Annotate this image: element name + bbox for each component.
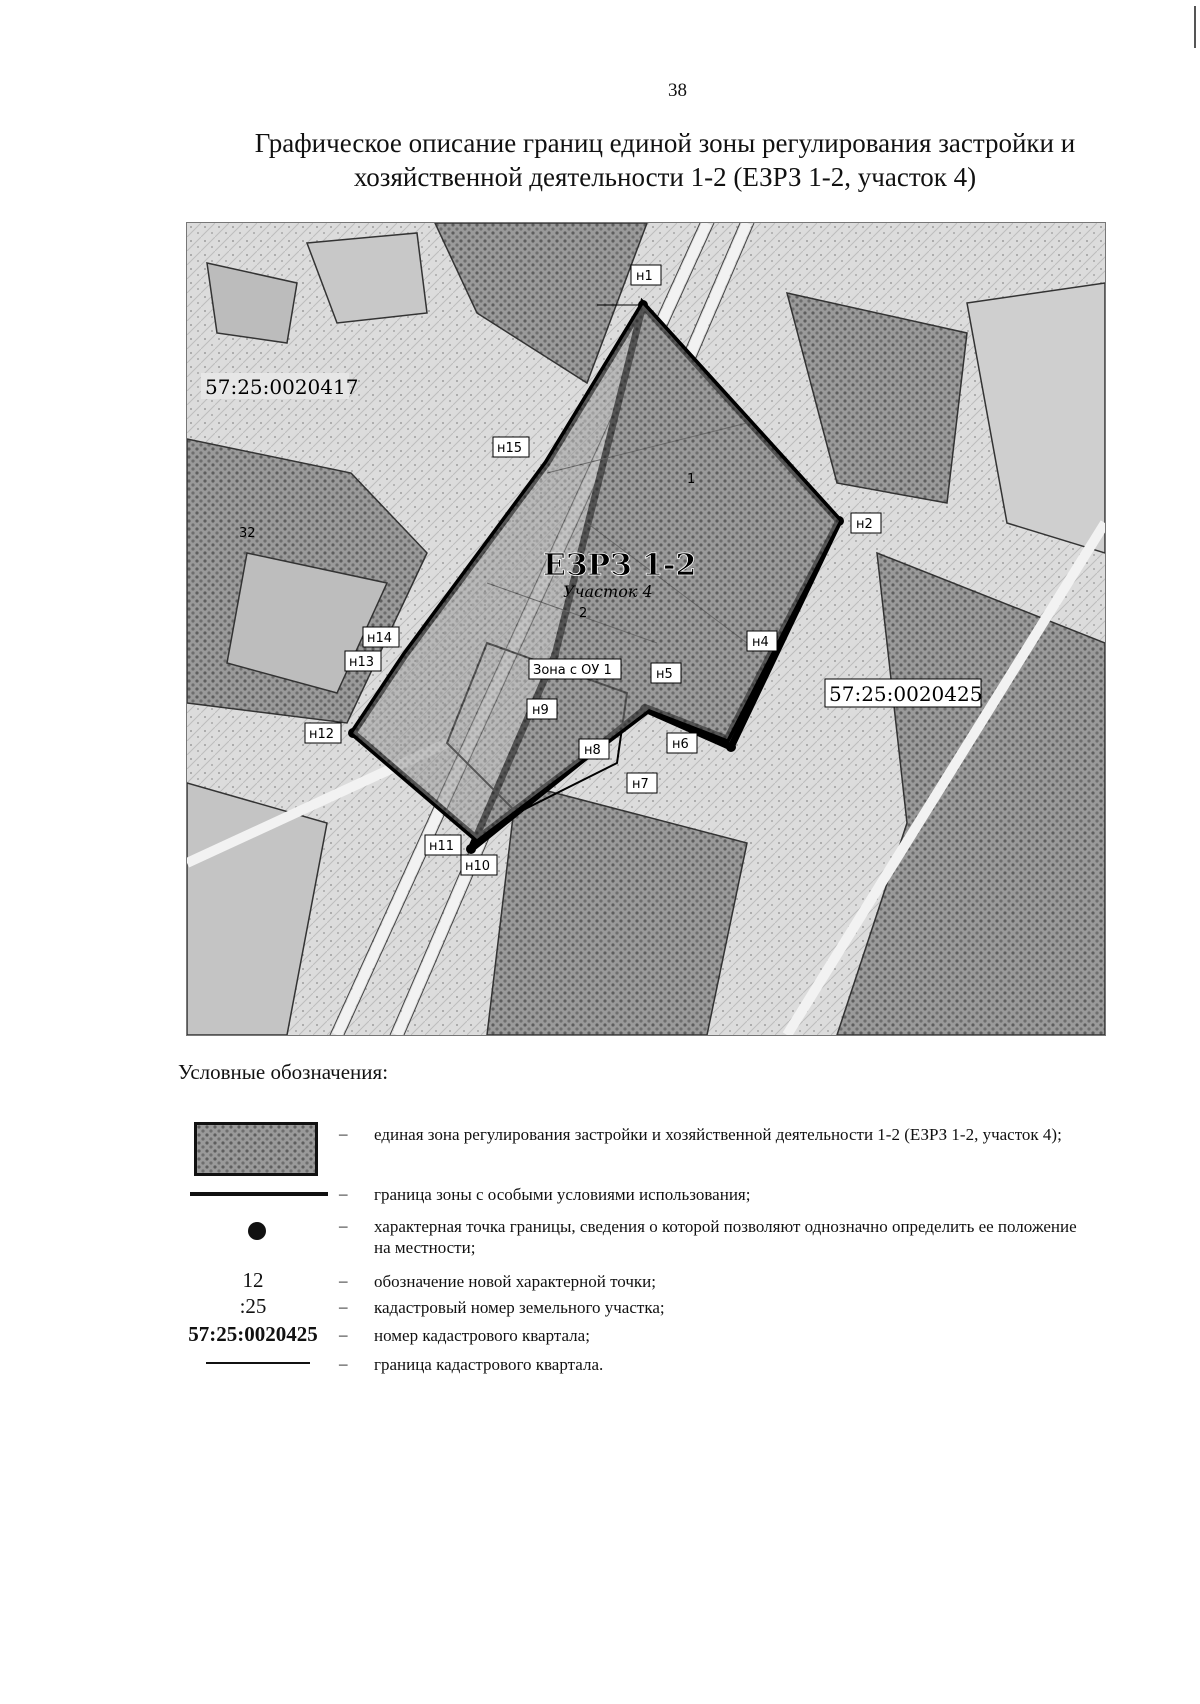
title-line-2: хозяйственной деятельности 1-2 (ЕЗРЗ 1-2, участок 4): [353, 162, 977, 192]
legend-dash: –: [339, 1325, 348, 1344]
legend-symbol-new-point: 12: [242, 1268, 264, 1292]
svg-text:н13: н13: [349, 655, 375, 670]
legend-text-parcel: кадастровый номер земельного участка;: [374, 1298, 665, 1317]
label-point-n6: [667, 733, 697, 753]
svg-text:н9: н9: [532, 703, 549, 718]
zone-pattern-icon: [194, 1122, 318, 1176]
legend-dash: –: [339, 1124, 348, 1143]
quarter-label-east: 57:25:0020425: [829, 682, 983, 706]
scan-edge-mark: [1194, 6, 1196, 48]
parcel-label-1: 1: [687, 472, 696, 487]
svg-text:н10: н10: [465, 859, 491, 874]
legend-dash: –: [339, 1297, 348, 1316]
thick-line-icon: [190, 1192, 328, 1196]
thin-line-icon: [206, 1362, 310, 1364]
legend-dash: –: [339, 1184, 348, 1203]
quarter-label-east-box: [825, 679, 982, 707]
quarter-label-west-box: [201, 373, 358, 399]
zone-ou-label-box: [529, 659, 621, 679]
svg-text:н6: н6: [672, 737, 689, 752]
svg-text:н11: н11: [429, 839, 455, 854]
label-point-n5: [651, 663, 681, 683]
label-point-n15: [493, 437, 529, 457]
svg-text:н5: н5: [656, 667, 673, 682]
svg-text:н12: н12: [309, 727, 335, 742]
label-point-n12: [305, 723, 341, 743]
zone-ou-label: Зона с ОУ 1: [533, 663, 612, 678]
label-point-n7: [627, 773, 657, 793]
label-point-n8: [579, 739, 609, 759]
parcel-label-2: 2: [579, 606, 588, 621]
zone-sublabel: Участок 4: [563, 582, 653, 601]
parcel-label-32: 32: [239, 526, 256, 541]
legend-text-point: характерная точка границы, сведения о которой позволяют однозначно определить ее положение на местности;: [374, 1217, 1077, 1257]
page-number: 38: [668, 80, 687, 101]
zone-label: ЕЗРЗ 1-2: [543, 548, 697, 583]
quarter-label-west: 57:25:0020417: [205, 375, 359, 399]
legend-dash: –: [339, 1271, 348, 1290]
legend-symbol-quarter-number: 57:25:0020425: [188, 1322, 318, 1346]
label-point-n2: [851, 513, 881, 533]
legend-dash: –: [339, 1216, 348, 1235]
legend-text-thin-line: граница кадастрового квартала.: [374, 1355, 604, 1374]
svg-text:н15: н15: [497, 441, 523, 456]
label-point-n10: [461, 855, 497, 875]
svg-text:н1: н1: [636, 269, 653, 284]
cadastral-map: [186, 222, 1106, 1036]
label-point-n9: [527, 699, 557, 719]
label-point-n13: [345, 651, 381, 671]
filled-dot-icon: [248, 1222, 266, 1240]
svg-text:н14: н14: [367, 631, 393, 646]
label-point-n1: [631, 265, 661, 285]
legend-dash: –: [339, 1354, 348, 1373]
title-line-1: Графическое описание границ единой зоны регулирования застройки и: [254, 128, 1076, 158]
legend-title: Условные обозначения:: [178, 1060, 389, 1084]
svg-text:н7: н7: [632, 777, 649, 792]
legend-text-quarter-number: номер кадастрового квартала;: [374, 1326, 590, 1345]
legend-text-zone: единая зона регулирования застройки и хозяйственной деятельности 1-2 (ЕЗРЗ 1-2, участок 4);: [374, 1125, 1062, 1144]
label-point-n11: [425, 835, 461, 855]
label-point-n14: [363, 627, 399, 647]
map-canvas: [187, 223, 1105, 1035]
legend-text-new-point: обозначение новой характерной точки;: [374, 1272, 656, 1291]
svg-text:н4: н4: [752, 635, 769, 650]
legend-symbol-parcel: :25: [239, 1294, 267, 1318]
page-title: [200, 126, 1130, 194]
svg-text:н8: н8: [584, 743, 601, 758]
label-point-n4: [747, 631, 777, 651]
svg-text:н2: н2: [856, 517, 873, 532]
legend-text-thick-line: граница зоны с особыми условиями использования;: [374, 1185, 751, 1204]
